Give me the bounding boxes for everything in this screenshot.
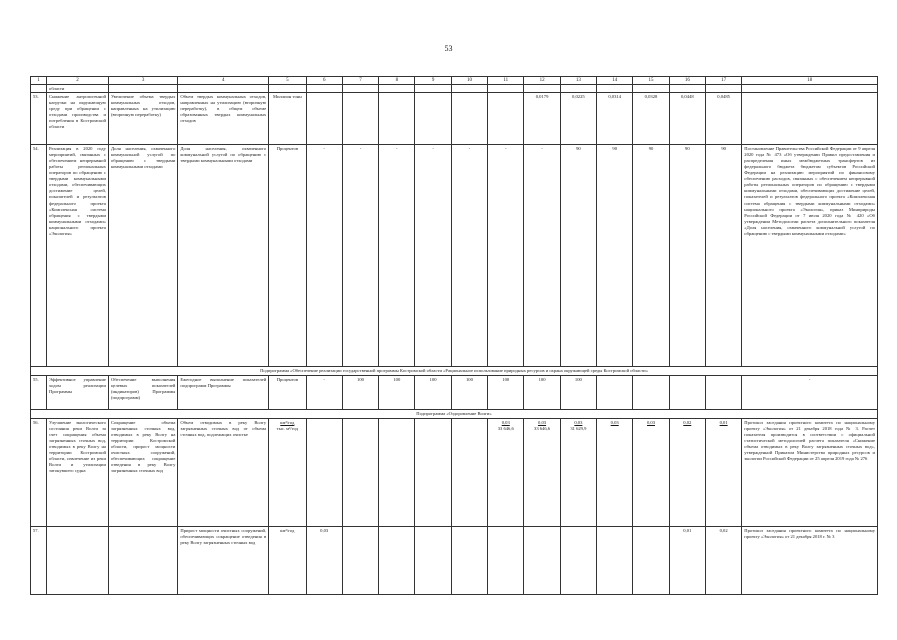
subprogram-title: Подпрограмма «Обеспечение реализации государственной программы Костромской области «Рациональное использование природных ресурсов и охрана окружающей среды Костромской области» (31, 367, 878, 376)
value-cell (524, 419, 560, 527)
unit-primary: км³/год (280, 419, 295, 425)
col-header: 9 (415, 77, 451, 85)
table-row (31, 419, 878, 527)
value-cell: 100 (560, 376, 596, 410)
subprogram-row (31, 410, 878, 419)
result-cell: Увеличение объема твердых коммунальных отходов, направленных на утилизацию (вторичную переработку) (108, 93, 177, 145)
value-cell: 0,0328 (633, 93, 669, 145)
goal-cell: Снижение антропогенной нагрузки на окружающую среду при обращении с отходами производства и потребления в Костромской области (47, 93, 109, 145)
col-header: 10 (451, 77, 487, 85)
subprogram-row (31, 367, 878, 376)
col-header: 14 (597, 77, 633, 85)
value-cell: 90 (633, 145, 669, 367)
value-cell: 0,01 (705, 419, 741, 527)
unit-cell (269, 419, 306, 527)
col-header: 2 (47, 77, 109, 85)
value-cell: 90 (669, 145, 705, 367)
table-row (31, 93, 878, 145)
basis-cell: Протокол заседания проектного комитета по национальному проекту «Экология» от 21 декабря 2018 года № 3. Расчет показателя производится в соответствии с официальной статистической методологией расчета показателя «Снижение объема отводимых в реку Волгу загрязненных сточных вод», утвержденной Приказом Министерства природных ресурсов и экологии Российской Федерации от 25 апреля 2019 года № 276 (742, 419, 878, 527)
value-primary: 0,03 (501, 419, 510, 425)
table-row (31, 145, 878, 367)
col-header: 8 (379, 77, 415, 85)
result-cell: Обеспечение выполнения целевых показателей (индикаторов) Программы (подпрограмм) (108, 376, 177, 410)
unit-secondary: тыс. м³/год (276, 425, 298, 431)
col-header: 16 (669, 77, 705, 85)
table-row (31, 376, 878, 410)
basis-cell: Протокол заседания проектного комитета по национальному проекту «Экология» от 21 декабря 2018 г. № 3 (742, 527, 878, 595)
value-secondary: 33 646,6 (534, 425, 551, 431)
value-cell: - (488, 145, 524, 367)
table-row (31, 527, 878, 595)
value-cell: 100 (524, 376, 560, 410)
col-header: 6 (306, 77, 342, 85)
value-secondary: 31 629,9 (570, 425, 587, 431)
value-cell: 0,03 (633, 419, 669, 527)
value-cell: 0,0485 (705, 93, 741, 145)
indicator-cell: Прирост мощности очистных сооружений, обеспечивающих сокращение отведения в реку Волгу загрязненных сточных вод (178, 527, 269, 595)
goal-cell: Улучшение экологического состояния реки Волги за счет сокращения объема загрязненных сточных вод, отводимых в реку Волгу на территории Костромской области, извлечение из реки Волги и утилизации затонувшего судна (47, 419, 109, 527)
result-cell: Доля населения, охваченного коммунальной услугой по обращению с твердыми коммунальными отходами (108, 145, 177, 367)
col-header: 7 (342, 77, 378, 85)
unit-cell: км³/год (269, 527, 306, 595)
indicator-cell: Ежегодное выполнение показателей подпрограмм Программы (178, 376, 269, 410)
value-cell: 0,02 (705, 527, 741, 595)
indicator-cell: Объем отводимых в реку Волгу загрязненных сточных вод от объема сточных вод, подлежащих очистке (178, 419, 269, 527)
col-header: 1 (31, 77, 47, 85)
value-cell: 0,0179 (524, 93, 560, 145)
indicator-table (30, 76, 878, 595)
value-cell: - (379, 145, 415, 367)
row-number: 55. (31, 376, 47, 410)
value-cell: 0,03 (597, 419, 633, 527)
value-cell: 0,0448 (669, 93, 705, 145)
value-cell: 100 (415, 376, 451, 410)
value-cell: 0,0314 (597, 93, 633, 145)
value-cell: - (415, 145, 451, 367)
row-number: 57. (31, 527, 47, 595)
value-secondary: 33 646,6 (497, 425, 514, 431)
col-header: 11 (488, 77, 524, 85)
row-number: 56. (31, 419, 47, 527)
value-cell: 90 (597, 145, 633, 367)
col-header: 5 (269, 77, 306, 85)
table-row (31, 85, 878, 93)
value-cell: 100 (488, 376, 524, 410)
value-cell: 100 (451, 376, 487, 410)
value-cell: - (451, 145, 487, 367)
indicator-cell: Объем твердых коммунальных отходов, направленных на утилизацию (вторичную переработку), в общем объеме образованных твердых коммунальных отходов (178, 93, 269, 145)
value-cell: 0,02 (669, 419, 705, 527)
row-number: 53. (31, 93, 47, 145)
value-cell: - (306, 145, 342, 367)
col-header: 12 (524, 77, 560, 85)
goal-cell: Эффективное управление ходом реализации Программы (47, 376, 109, 410)
basis-cell: Постановление Правительства Российской Федерации от 9 апреля 2020 года № 473 «Об утверждении Правил предоставления и распределения иных межбюджетных трансфертов из федерального бюджета бюджетам субъектов Российской Федерации на реализацию мероприятий по финансовому обеспечению расходов, связанных с обеспечением непрерывной работы региональных операторов по обращению с твердыми коммунальными отходами, обеспечивающих достижение целей, показателей и результатов федерального проекта «Комплексная система обращения с твердыми коммунальными отходами» национального проекта «Экология», приказ Минприроды Российской Федерации от 7 июля 2020 года № 420 «Об утверждении Методологии расчета дополнительного показателя «Доля населения, охваченного коммунальной услугой по обращению с твердыми коммунальными отходами» (742, 145, 878, 367)
indicator-cell: Доля населения, охваченного коммунальной услугой по обращению с твердыми коммунальными отходами (178, 145, 269, 367)
col-header: 3 (108, 77, 177, 85)
col-header: 13 (560, 77, 596, 85)
value-primary: 0,03 (574, 419, 583, 425)
value-cell: - (306, 376, 342, 410)
value-cell: 100 (379, 376, 415, 410)
basis-cell: - (742, 376, 878, 410)
unit-cell: Миллион тонн (269, 93, 306, 145)
column-number-row (31, 77, 878, 85)
unit-cell: Процентов (269, 145, 306, 367)
col-header: 18 (742, 77, 878, 85)
value-cell: - (524, 145, 560, 367)
continuation-text: области (47, 85, 109, 93)
value-cell: 0,0225 (560, 93, 596, 145)
value-cell: - (342, 145, 378, 367)
value-cell (560, 419, 596, 527)
unit-cell: Процентов (269, 376, 306, 410)
value-cell: 0,03 (306, 527, 342, 595)
value-cell (488, 419, 524, 527)
col-header: 17 (705, 77, 741, 85)
subprogram-title: Подпрограмма «Оздоровление Волги» (31, 410, 878, 419)
value-cell: 90 (705, 145, 741, 367)
value-cell: 0,01 (669, 527, 705, 595)
goal-cell: Реализация в 2020 году мероприятий, связанных с обеспечением непрерывной работы региональных операторов по обращению с твердыми коммунальными отходами, обеспечивающих достижение целей, показателей и результатов федерального проекта «Комплексная система обращения с твердыми коммунальными отходами» национального проекта «Экология» (47, 145, 109, 367)
row-number: 54. (31, 145, 47, 367)
value-cell: 90 (560, 145, 596, 367)
result-cell: Сокращение объема загрязненных сточных вод, отводимых в реку Волгу на территории Костромской области, прирост мощности очистных сооружений, обеспечивающих сокращение отведения в реку Волгу загрязненных сточных вод (108, 419, 177, 527)
col-header: 15 (633, 77, 669, 85)
value-primary: 0,03 (538, 419, 547, 425)
basis-cell (742, 93, 878, 145)
col-header: 4 (178, 77, 269, 85)
page-number: 53 (444, 44, 453, 53)
value-cell: 100 (342, 376, 378, 410)
